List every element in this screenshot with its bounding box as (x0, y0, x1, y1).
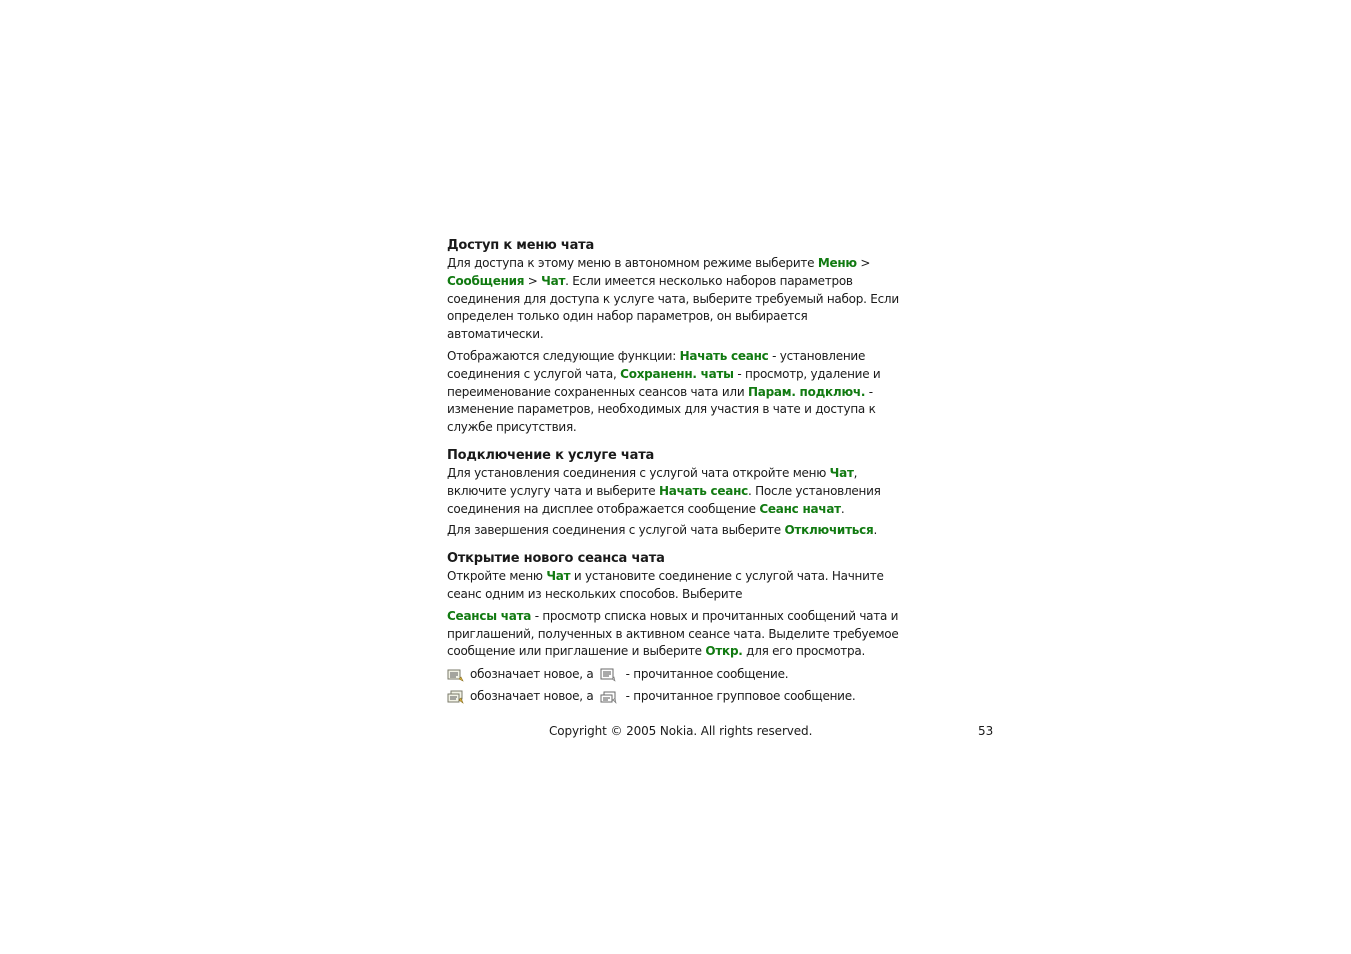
text: Для завершения соединения с услугой чата выберите (447, 523, 785, 538)
chat-link: Чат (546, 569, 571, 584)
menu-link: Меню (817, 256, 857, 270)
paragraph-chat-menu-access (447, 255, 903, 344)
paragraph-functions (447, 348, 903, 437)
text: Отображаются следующие функции: (447, 348, 680, 363)
paragraph-open-chat (447, 568, 903, 604)
heading-chat-menu-access: Доступ к меню чата (447, 238, 595, 253)
text: Для доступа к этому меню в автономном режиме выберите (447, 256, 818, 270)
text: и установите соединение с услугой чата. Начните сеанс одним из нескольких способов. Выберите (447, 569, 884, 601)
text: - изменение параметров, необходимых для участия в чате и доступа к службе присутствия. (447, 384, 876, 435)
disconnect-link: Отключиться (784, 523, 874, 538)
start-session-link: Начать сеанс (659, 483, 748, 498)
text: , включите услугу чата и выберите (447, 465, 858, 498)
text: . Если имеется несколько наборов параметров соединения для доступа к услуге чата, выберите требуемый набор. Если определен только один набор параметров, он выбирается автоматически. (447, 273, 899, 342)
page-content (447, 236, 903, 705)
text: . (840, 501, 845, 516)
paragraph-disconnect (447, 522, 903, 540)
new-message-icon (447, 668, 465, 682)
text: Для установления соединения с услугой чата откройте меню (447, 465, 830, 480)
text: - установление соединения с услугой чата, (447, 348, 866, 381)
text: > (524, 273, 542, 288)
text: - просмотр, удаление и переименование сохраненных сеансов чата или (447, 366, 881, 399)
heading-new-chat-session: Открытие нового сеанса чата (447, 551, 665, 567)
saved-chats-link: Сохраненн. чаты (620, 366, 734, 381)
text: Откройте меню (447, 569, 547, 584)
page-number: 53 (978, 724, 994, 738)
heading-connect-to-chat: Подключение к услуге чата (447, 447, 655, 463)
read-message-icon (599, 668, 617, 682)
copyright-notice: Copyright © 2005 Nokia. All rights reserved. (549, 724, 813, 738)
text: . (873, 523, 878, 538)
chat-link: Чат (541, 273, 566, 288)
text: обозначает новое, а (470, 688, 598, 703)
text: - прочитанное сообщение. (622, 666, 789, 681)
icon-legend-line-1 (447, 666, 903, 683)
text: > (856, 256, 871, 270)
chat-sessions-link: Сеансы чата (447, 608, 532, 623)
text: обозначает новое, а (470, 666, 598, 681)
connection-settings-link: Парам. подключ. (747, 384, 866, 399)
read-group-message-icon (599, 690, 617, 704)
text: . После установления соединения на дисплее отображается сообщение (447, 483, 881, 516)
session-started-link: Сеанс начат (759, 501, 841, 516)
messages-link: Сообщения (447, 273, 525, 288)
paragraph-chat-sessions (447, 608, 903, 661)
new-group-message-icon (447, 690, 465, 704)
text: - просмотр списка новых и прочитанных сообщений чата и приглашений, полученных в активном сеансе чата. Выделите требуемое сообщение или приглашение и выберите (447, 608, 899, 659)
start-session-link: Начать сеанс (679, 348, 769, 363)
text: для его просмотра. (742, 644, 866, 659)
text: - прочитанное групповое сообщение. (622, 688, 856, 703)
chat-link: Чат (829, 465, 854, 480)
paragraph-connect-to-chat (447, 465, 903, 518)
icon-legend-line-2 (447, 688, 903, 705)
open-link: Откр. (705, 644, 743, 659)
